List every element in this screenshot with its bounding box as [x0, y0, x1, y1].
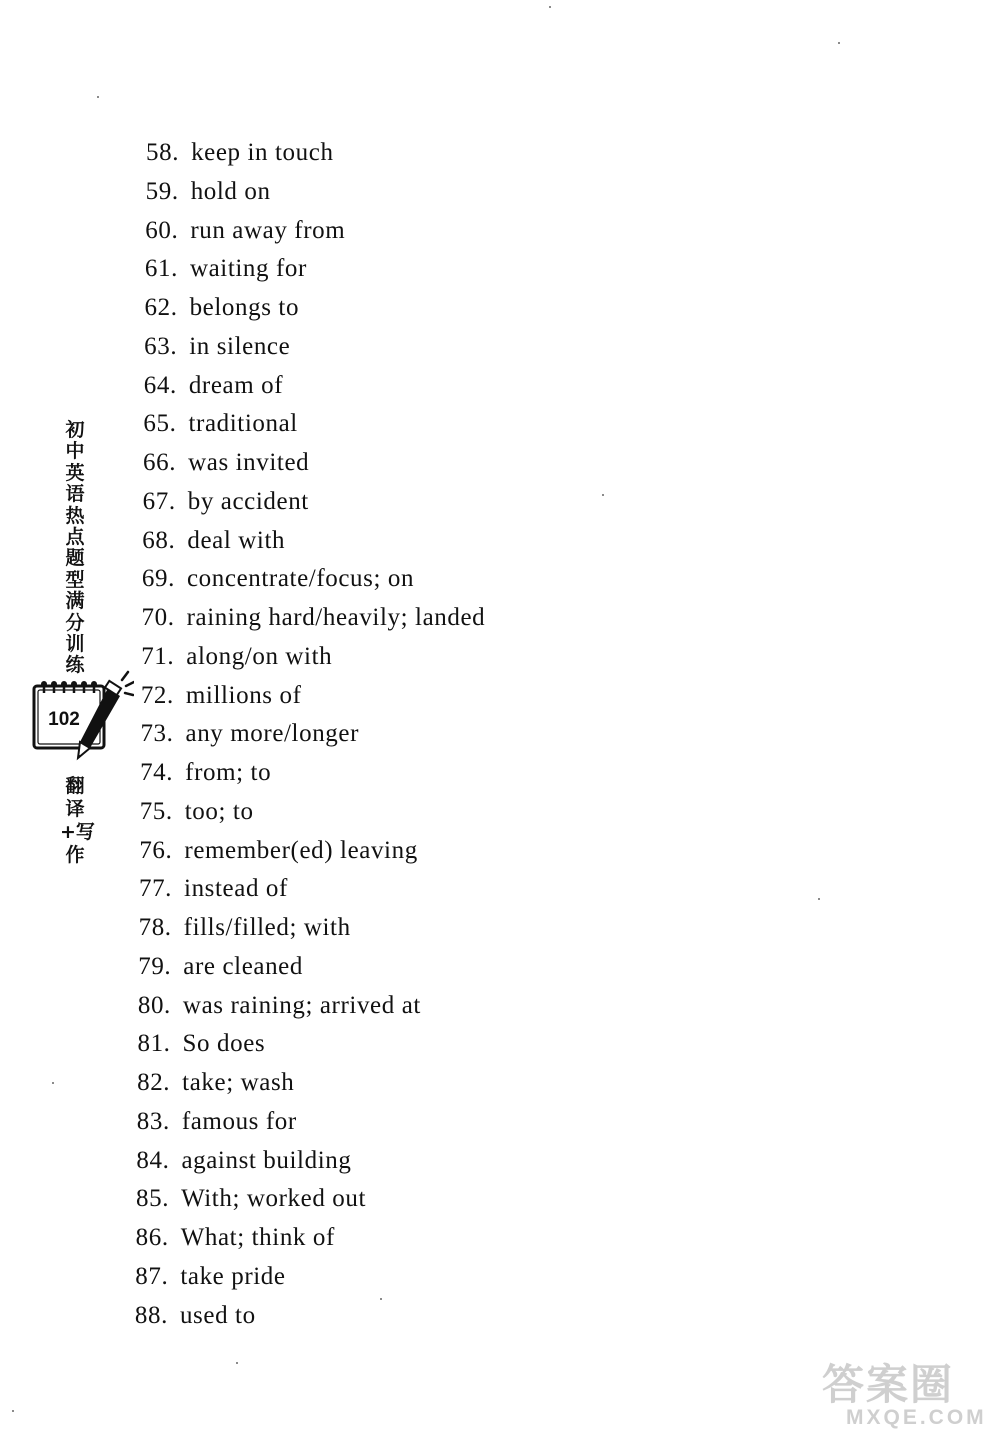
- answer-number: 74.: [140, 759, 174, 786]
- answer-text: take pride: [180, 1262, 286, 1290]
- answer-text: famous for: [181, 1107, 297, 1135]
- answer-item: [142, 563, 414, 595]
- answer-number: 59.: [145, 177, 179, 205]
- answer-number: 83.: [136, 1107, 170, 1135]
- answer-number: 62.: [144, 294, 178, 321]
- answer-text: against building: [181, 1146, 352, 1174]
- answer-item: [145, 253, 307, 285]
- answer-number: 76.: [139, 836, 173, 864]
- answer-item: [136, 1145, 351, 1177]
- answer-text: What; think of: [180, 1224, 335, 1251]
- answer-number: 69.: [141, 565, 175, 593]
- answer-text: along/on with: [186, 642, 333, 670]
- answer-number: 85.: [136, 1185, 170, 1213]
- answer-item: [145, 292, 300, 324]
- answer-item: [136, 1222, 335, 1254]
- answer-number: 77.: [138, 875, 173, 903]
- answer-item: [138, 951, 303, 983]
- answer-text: millions of: [185, 681, 302, 709]
- answer-number: 71.: [141, 642, 175, 670]
- answer-item: [141, 641, 332, 673]
- answer-item: [138, 990, 421, 1022]
- answer-item: [139, 912, 351, 944]
- answer-number: 58.: [146, 139, 180, 166]
- answer-number: 82.: [137, 1069, 171, 1096]
- answer-text: used to: [179, 1301, 256, 1329]
- answer-item: [140, 796, 254, 828]
- answer-text: So does: [182, 1030, 266, 1058]
- scan-speck: [12, 1410, 14, 1412]
- answer-number: 80.: [137, 991, 171, 1019]
- answer-text: keep in touch: [191, 139, 334, 166]
- answer-text: remember(ed) leaving: [184, 836, 418, 864]
- watermark-url: MXQE.COM: [846, 1406, 987, 1429]
- answer-item: [146, 137, 334, 169]
- answer-item: [140, 757, 271, 789]
- answer-number: 87.: [135, 1262, 169, 1290]
- answer-item: [136, 1183, 366, 1215]
- scan-speck: [380, 1298, 382, 1300]
- answer-item: [143, 486, 309, 518]
- answer-text: concentrate/focus; on: [186, 565, 415, 593]
- scan-speck: [549, 6, 551, 8]
- answer-number: 60.: [145, 216, 179, 244]
- scan-speck: [818, 898, 820, 900]
- answer-item: [144, 370, 283, 402]
- answer-item: [137, 1106, 297, 1138]
- answer-text: With; worked out: [181, 1185, 367, 1213]
- answer-text: raining hard/heavily; landed: [186, 604, 486, 631]
- answer-text: dream of: [188, 371, 284, 399]
- answer-text: hold on: [190, 177, 271, 205]
- answer-item: [137, 1028, 265, 1060]
- answer-text: from; to: [185, 759, 272, 786]
- answer-number: 79.: [138, 952, 172, 980]
- scan-speck: [97, 96, 99, 98]
- scan-speck: [602, 494, 604, 496]
- answer-item: [142, 602, 486, 634]
- answer-number: 61.: [144, 255, 178, 283]
- answer-number: 88.: [134, 1301, 168, 1329]
- answer-number: 66.: [143, 449, 177, 476]
- answer-text: take; wash: [182, 1069, 295, 1096]
- answer-text: instead of: [184, 875, 288, 903]
- answer-item: [144, 331, 290, 363]
- answer-item: [135, 1300, 256, 1332]
- answer-text: run away from: [190, 216, 346, 244]
- answer-text: was invited: [188, 449, 310, 476]
- answer-item: [140, 718, 359, 750]
- answer-item: [139, 873, 288, 905]
- answer-number: 63.: [144, 332, 178, 360]
- answer-text: by accident: [187, 487, 309, 515]
- answer-item: [142, 525, 285, 557]
- answer-item: [141, 680, 302, 712]
- answer-number: 73.: [140, 720, 174, 748]
- watermark: [818, 1352, 988, 1432]
- answer-item: [145, 215, 345, 247]
- answer-text: was raining; arrived at: [182, 991, 421, 1019]
- answer-text: are cleaned: [183, 952, 303, 980]
- answer-text: traditional: [188, 410, 298, 438]
- watermark-logo-text: 答案圈: [822, 1360, 955, 1409]
- scan-speck: [52, 1082, 54, 1084]
- answer-text: too; to: [184, 797, 254, 825]
- answer-number: 81.: [137, 1030, 171, 1058]
- side-subtitle: 翻译+写作: [60, 775, 95, 866]
- answer-number: 70.: [141, 604, 175, 631]
- answer-number: 64.: [143, 371, 177, 399]
- answer-number: 84.: [136, 1146, 170, 1174]
- answer-number: 67.: [142, 487, 176, 515]
- side-title: 初中英语热点题型满分训练: [65, 419, 85, 677]
- scan-speck: [236, 1362, 238, 1364]
- answer-text: in silence: [189, 332, 291, 360]
- answer-number: 72.: [140, 681, 174, 709]
- answer-number: 75.: [139, 797, 173, 825]
- scan-speck: [838, 42, 840, 44]
- answer-item: [146, 176, 271, 208]
- answer-text: fills/filled; with: [183, 914, 351, 941]
- answer-item: [143, 447, 309, 479]
- answer-text: deal with: [187, 526, 286, 554]
- page-number: 102: [48, 709, 80, 730]
- answer-item: [135, 1261, 285, 1293]
- answer-text: any more/longer: [185, 720, 360, 748]
- answer-item: [143, 408, 297, 440]
- answer-item: [139, 835, 417, 867]
- answer-number: 68.: [142, 526, 176, 554]
- answer-item: [137, 1067, 294, 1099]
- answer-number: 78.: [138, 914, 172, 941]
- answer-text: waiting for: [189, 255, 307, 283]
- answer-number: 65.: [143, 410, 177, 438]
- answer-text: belongs to: [189, 294, 300, 321]
- answer-number: 86.: [135, 1224, 169, 1251]
